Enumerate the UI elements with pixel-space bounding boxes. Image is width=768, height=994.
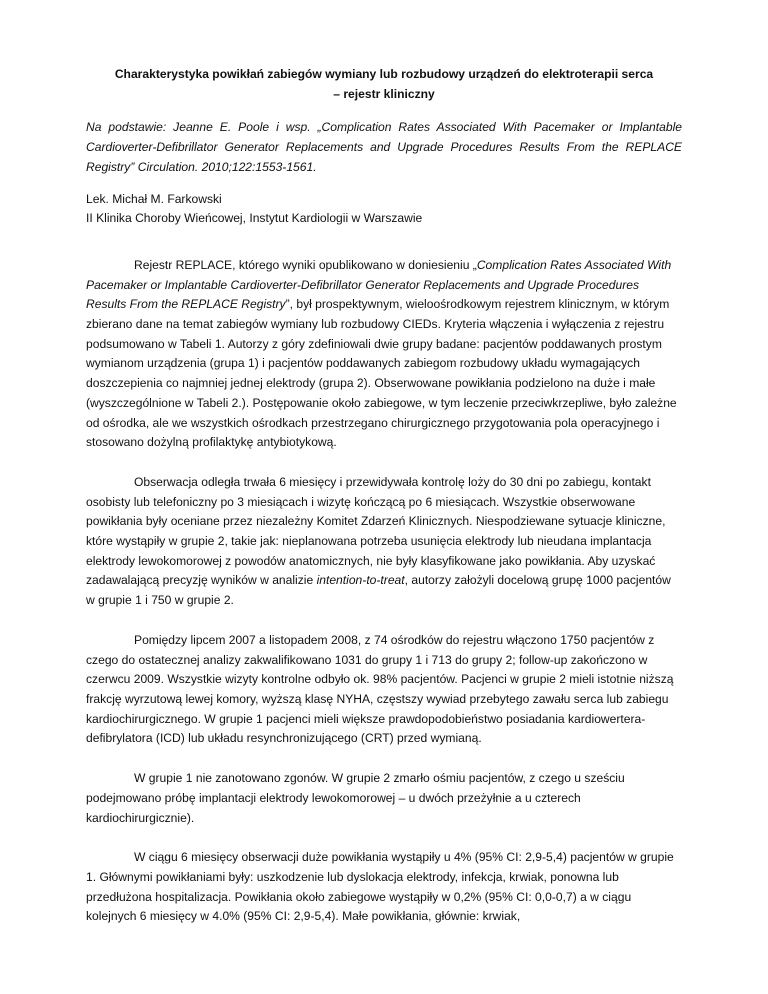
document-title: [86, 64, 682, 104]
paragraph-1-italic-title: Complication Rates Associated With Pacemaker or Implantable Cardioverter-Defibrillator Generator Replacements and Upgrade Procedures Results From the REPLACE Registry: [86, 257, 672, 312]
title-line-1: Charakterystyka powikłań zabiegów wymiany lub rozbudowy urządzeń do elektroterapii serca: [114, 67, 654, 81]
paragraph-2-italic-term: intention-to-treat: [316, 573, 405, 588]
paragraph-2-text-a: Obserwacja odległa trwała 6 miesięcy i przewidywała kontrolę loży do 30 dni po zabiegu, kontakt osobisty lub telefoniczny po 3 miesiącach i wizytę kończącą po 6 miesiącach. Wszystkie obserwowane powikłania były oceniane przez niezależny Komitet Zdarzeń Klinicznych. Niespodziewane sytuacje kliniczne, które wystąpiły w grupie 2, takie jak: nieplanowana potrzeba usunięcia elektrody lub nieudana implantacja elektrody lewokomorowej z powodów anatomicznych, nie były klasyfikowane jako powikłania. Aby uzyskać zadawalającą precyzję wyników w analizie: [86, 474, 666, 588]
title-line-2: – rejestr kliniczny: [333, 86, 435, 101]
author-affiliation: II Klinika Choroby Wieńcowej, Instytut Kardiologii w Warszawie: [86, 211, 423, 226]
paragraph-4: W grupie 1 nie zanotowano zgonów. W grupie 2 zmarło ośmiu pacjentów, z czego u sześciu podejmowano próbę implantacji elektrody lewokomorowej – u dwóch przeżyłnie a u czterech kardiochirurgicznie).: [86, 771, 625, 825]
paragraph-2: [86, 473, 682, 611]
document-page: [86, 64, 682, 927]
paragraph-3: Pomiędzy lipcem 2007 a listopadem 2008, z 74 ośrodków do rejestru włączono 1750 pacjentów z czego do ostatecznej analizy zakwalifikowano 1031 do grupy 1 i 713 do grupy 2; follow-up zakończono w czerwcu 2009. Wszystkie wizyty kontrolne odbyło ok. 98% pacjentów. Pacjenci w grupie 2 mieli istotnie niższą frakcję wyrzutową lewej komory, wyższą klasę NYHA, częstszy wywiad przebytego zawału serca lub zabiegu kardiochirurgicznego. W grupie 1 pacjenci mieli większe prawdopodobieństwo posiadania kardiowertera-defibrylatora (ICD) lub układu resynchronizującego (CRT) przed wymianą.: [86, 632, 674, 746]
paragraph-1-text-a: Rejestr REPLACE, którego wyniki opublikowano w doniesieniu „: [134, 257, 477, 272]
author-name: Lek. Michał M. Farkowski: [86, 191, 222, 206]
paragraph-2-text-b: , autorzy założyli docelową grupę 1000 pacjentów w grupie 1 i 750 w grupie 2.: [86, 573, 671, 608]
paragraph-1-text-b: ”, był prospektywnym, wieloośrodkowym rejestrem klinicznym, w którym zbierano dane na temat zabiegów wymiany lub rozbudowy CIEDs. Kryteria włączenia i wyłączenia z rejestru podsumowano w Tabeli 1. Autorzy z góry zdefiniowali dwie grupy badane: pacjentów poddawanych prostym wymianom urządzenia (grupa 1) i pacjentów poddawanych zabiegom rozbudowy układu wymagających doszczepienia co najmniej jednej elektrody (grupa 2). Obserwowane powikłania podzielono na duże i małe (wyszczególnione w Tabeli 2.). Postępowanie około zabiegowe, w tym leczenie przeciwkrzepliwe, było zależne od ośrodka, ale we wszystkich ośrodkach przestrzegano chirurgicznego przygotowania pola operacyjnego i stosowano dożylną profilaktykę antybiotykową.: [86, 297, 677, 450]
author-block: [86, 190, 682, 229]
paragraph-5: W ciągu 6 miesięcy obserwacji duże powikłania wystąpiły u 4% (95% CI: 2,9-5,4) pacjentów w grupie 1. Głównymi powikłaniami były: uszkodzenie lub dyslokacja elektrody, infekcja, krwiak, ponowna lub przedłużona hospitalizacja. Powikłania około zabiegowe wystąpiły w 0,2% (95% CI: 0,0-0,7) a w ciągu kolejnych 6 miesięcy w 4.0% (95% CI: 2,9-5,4). Małe powikłania, głównie: krwiak,: [86, 850, 674, 924]
paragraph-1: [86, 256, 682, 453]
source-citation: Na podstawie: Jeanne E. Poole i wsp. „Complication Rates Associated With Pacemaker or Implantable Cardioverter-Defibrillator Generator Replacements and Upgrade Procedures Results From the REPLACE Registry” Circulation. 2010;122:1553-1561.: [86, 120, 682, 174]
